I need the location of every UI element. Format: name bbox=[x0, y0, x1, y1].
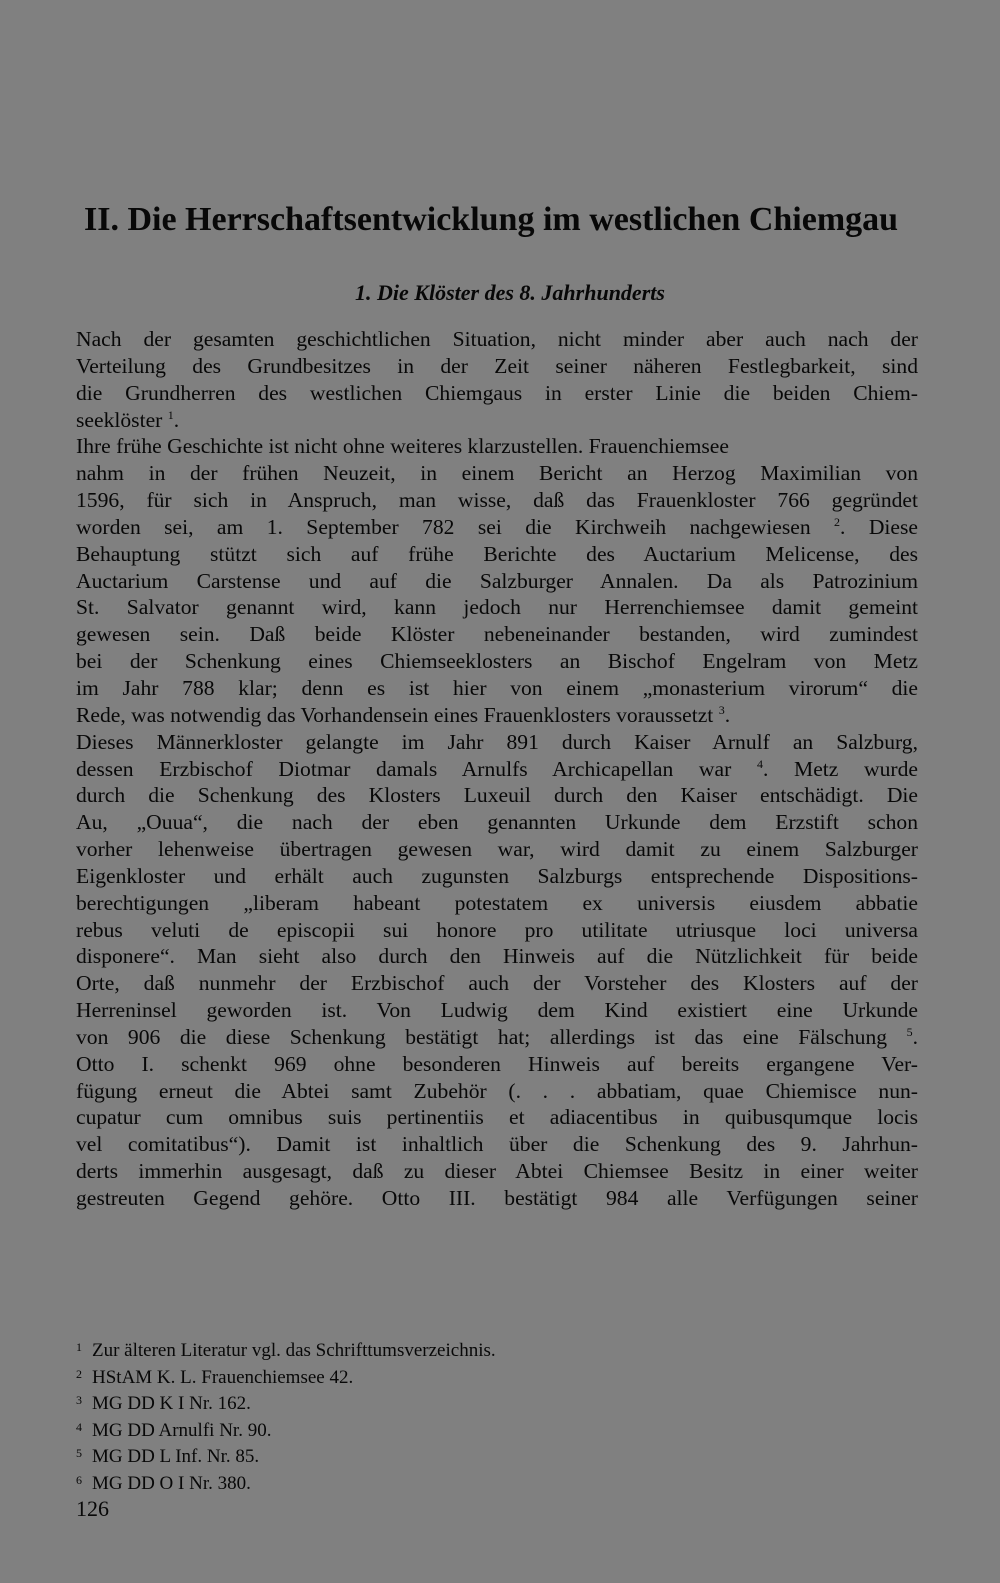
footnote-mark: 5 bbox=[76, 1446, 82, 1461]
text-line-content: gewesen sein. Daß beide Klöster nebeneinander bestanden, wird zumindest bbox=[76, 622, 918, 647]
text-line-content: derts immerhin ausgesagt, daß zu dieser Abtei Chiemsee Besitz in einer weiter bbox=[76, 1159, 918, 1184]
footnote-reference[interactable]: 1 bbox=[167, 407, 174, 422]
text-line-content: St. Salvator genannt wird, kann jedoch nur Herrenchiemsee damit gemeint bbox=[76, 595, 918, 620]
text-line-content: fügung erneut die Abtei samt Zubehör (. . . abbatiam, quae Chiemisce nun- bbox=[76, 1078, 918, 1103]
text-line-content: cupatur cum omnibus suis pertinentiis et adiacentibus in quibusqumque locis bbox=[76, 1105, 918, 1130]
text-line-continuation: . Metz wurde bbox=[762, 756, 918, 781]
text-line-content: dessen Erzbischof Diotmar damals Arnulfs Archicapellan war bbox=[76, 756, 757, 781]
text-line-content: gestreuten Gegend gehöre. Otto III. bestätigt 984 alle Verfügungen seiner bbox=[76, 1186, 918, 1210]
text-line bbox=[76, 1185, 918, 1212]
text-line bbox=[76, 729, 918, 756]
footnote-reference[interactable]: 3 bbox=[718, 702, 725, 717]
text-line bbox=[76, 702, 918, 729]
text-line bbox=[76, 407, 918, 434]
text-line bbox=[76, 836, 918, 863]
text-line-content: Dieses Männerkloster gelangte im Jahr 891 durch Kaiser Arnulf an Salzburg, bbox=[76, 729, 918, 754]
footnote bbox=[76, 1389, 776, 1416]
footnote-text: MG DD L Inf. Nr. 85. bbox=[92, 1446, 260, 1468]
section-title: 1. Die Klöster des 8. Jahrhunderts bbox=[355, 280, 665, 305]
footnote-text: MG DD O I Nr. 380. bbox=[92, 1472, 251, 1494]
text-line bbox=[76, 863, 918, 890]
text-line bbox=[76, 621, 918, 648]
text-line-continuation: . Diese bbox=[840, 514, 918, 539]
footnote-text: Zur älteren Literatur vgl. das Schrifttumsverzeichnis. bbox=[92, 1340, 496, 1361]
text-line bbox=[76, 541, 918, 568]
footnote-reference[interactable]: 2 bbox=[834, 514, 841, 529]
footnote bbox=[76, 1336, 776, 1363]
text-line bbox=[76, 997, 918, 1024]
text-line-content: Au, „Ouua“, die nach der eben genannten Urkunde dem Erzstift schon bbox=[76, 810, 918, 835]
text-line-content: rebus veluti de episcopii sui honore pro utilitate utriusque loci universa bbox=[76, 917, 918, 942]
text-line bbox=[76, 648, 918, 675]
text-line-content: im Jahr 788 klar; denn es ist hier von einem „monasterium virorum“ die bbox=[76, 675, 918, 700]
text-line-content: Orte, daß nunmehr der Erzbischof auch der Vorsteher des Klosters auf der bbox=[76, 971, 918, 996]
text-line bbox=[76, 326, 918, 353]
text-line-content: seeklöster bbox=[76, 407, 168, 432]
text-line bbox=[76, 1131, 918, 1158]
text-line bbox=[76, 756, 918, 783]
footnote-mark: 6 bbox=[76, 1472, 82, 1487]
text-line bbox=[76, 460, 918, 487]
text-line-content: worden sei, am 1. September 782 sei die Kirchweih nachgewiesen bbox=[76, 514, 835, 539]
footnote-mark: 2 bbox=[76, 1366, 82, 1381]
footnote-reference[interactable]: 4 bbox=[756, 756, 763, 771]
text-line-content: vel comitatibus“). Damit ist inhaltlich über die Schenkung des 9. Jahrhun- bbox=[76, 1132, 918, 1157]
text-line bbox=[76, 1104, 918, 1131]
text-line bbox=[76, 943, 918, 970]
text-line bbox=[76, 487, 918, 514]
text-line bbox=[76, 782, 918, 809]
footnote-mark: 1 bbox=[76, 1340, 82, 1354]
text-line bbox=[76, 514, 918, 541]
text-line-content: Otto I. schenkt 969 ohne besonderen Hinweis auf bereits ergangene Ver- bbox=[76, 1051, 918, 1076]
body-text bbox=[76, 326, 918, 1212]
text-line-content: Eigenkloster und erhält auch zugunsten Salzburgs entsprechende Dispositions- bbox=[76, 863, 918, 888]
text-line bbox=[76, 568, 918, 595]
text-line-content: disponere“. Man sieht also durch den Hinweis auf die Nützlichkeit für beide bbox=[76, 944, 918, 969]
text-line bbox=[76, 353, 918, 380]
text-line bbox=[76, 594, 918, 621]
text-line-content: durch die Schenkung des Klosters Luxeuil durch den Kaiser entschädigt. Die bbox=[76, 783, 918, 808]
footnote-mark: 3 bbox=[76, 1393, 82, 1408]
footnote bbox=[76, 1442, 776, 1469]
text-line-content: nahm in der frühen Neuzeit, in einem Bericht an Herzog Maximilian von bbox=[76, 461, 918, 486]
footnote-text: MG DD Arnulfi Nr. 90. bbox=[92, 1419, 272, 1441]
footnotes bbox=[76, 1336, 776, 1496]
text-line-content: vorher lehenweise übertragen gewesen war, wird damit zu einem Salzburger bbox=[76, 837, 918, 862]
text-line bbox=[76, 1051, 918, 1078]
text-line bbox=[76, 917, 918, 944]
text-line-content: Ihre frühe Geschichte ist nicht ohne weiteres klarzustellen. Frauenchiemsee bbox=[76, 434, 729, 459]
text-line-continuation: . bbox=[912, 1024, 918, 1049]
page-number: 126 bbox=[76, 1496, 109, 1521]
text-line-content: die Grundherren des westlichen Chiemgaus in erster Linie die beiden Chiem- bbox=[76, 380, 918, 405]
footnote bbox=[76, 1416, 776, 1443]
text-line-content: Herreninsel geworden ist. Von Ludwig dem Kind existiert eine Urkunde bbox=[76, 998, 918, 1023]
text-line-continuation: . bbox=[173, 407, 180, 432]
text-line bbox=[76, 890, 918, 917]
text-line-content: Auctarium Carstense und auf die Salzburger Annalen. Da als Patrozinium bbox=[76, 568, 918, 593]
chapter-title: II. Die Herrschaftsentwicklung im westlichen Chiemgau bbox=[84, 201, 899, 238]
text-line bbox=[76, 970, 918, 997]
text-line-content: Nach der gesamten geschichtlichen Situation, nicht minder aber auch nach der bbox=[76, 327, 918, 351]
text-line bbox=[76, 809, 918, 836]
footnote-reference[interactable]: 5 bbox=[906, 1024, 913, 1039]
footnote-text: MG DD K I Nr. 162. bbox=[92, 1393, 251, 1415]
text-line bbox=[76, 1158, 918, 1185]
text-line-continuation: . bbox=[724, 702, 731, 727]
text-line bbox=[76, 380, 918, 407]
text-line-content: bei der Schenkung eines Chiemseeklosters an Bischof Engelram von Metz bbox=[76, 649, 918, 674]
text-line bbox=[76, 1024, 918, 1051]
text-line-content: Verteilung des Grundbesitzes in der Zeit seiner näheren Festlegbarkeit, sind bbox=[76, 353, 918, 378]
text-line bbox=[76, 1078, 918, 1105]
text-line-content: berechtigungen „liberam habeant potestatem ex universis eiusdem abbatie bbox=[76, 890, 918, 915]
footnote bbox=[76, 1363, 776, 1390]
text-line-content: 1596, für sich in Anspruch, man wisse, daß das Frauenkloster 766 gegründet bbox=[76, 488, 918, 513]
text-line-content: Rede, was notwendig das Vorhandensein eines Frauenklosters voraussetzt bbox=[76, 702, 719, 727]
footnote-text: HStAM K. L. Frauenchiemsee 42. bbox=[92, 1366, 354, 1388]
footnote-mark: 4 bbox=[76, 1419, 82, 1434]
footnote bbox=[76, 1469, 776, 1496]
text-line-content: Behauptung stützt sich auf frühe Berichte des Auctarium Melicense, des bbox=[76, 541, 918, 566]
text-line bbox=[76, 675, 918, 702]
text-line-content: von 906 die diese Schenkung bestätigt hat; allerdings ist das eine Fälschung bbox=[76, 1024, 907, 1049]
text-line bbox=[76, 433, 918, 460]
